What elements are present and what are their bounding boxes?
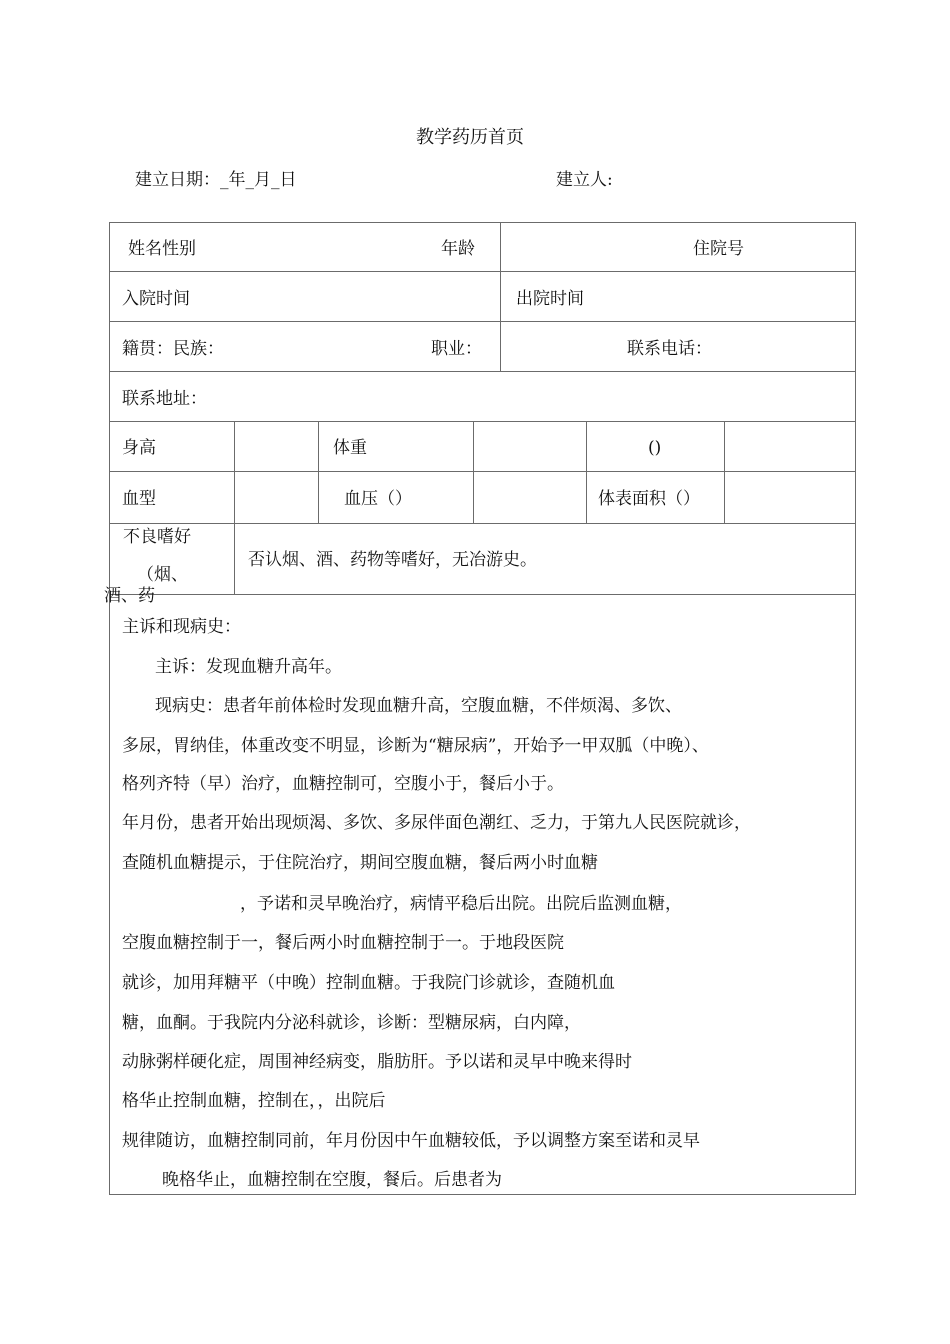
history-line: 多尿，胃纳佳，体重改变不明显，诊断为“糖尿病”，开始予一甲双胍（中晚）、 [122, 736, 709, 756]
blood-pressure-label: 血压（） [344, 489, 412, 509]
age-label: 年龄 [441, 239, 475, 259]
origin-ethnicity-label: 籍贯：民族： [122, 339, 224, 359]
height-label: 身高 [122, 438, 156, 458]
weight-label: 体重 [333, 438, 367, 458]
discharge-time-label: 出院时间 [516, 289, 584, 309]
habits-label-cell [104, 524, 234, 606]
history-line: 主诉：发现血糖升高年。 [155, 657, 342, 677]
name-gender-label: 姓名性别 [128, 239, 196, 259]
habits-value: 否认烟、酒、药物等嗜好，无冶游史。 [248, 550, 537, 570]
history-line: 空腹血糖控制于一，餐后两小时血糖控制于一。于地段医院 [122, 933, 564, 953]
blood-type-label: 血型 [122, 489, 156, 509]
creation-date-label: 建立日期：_年_月_日 [135, 170, 297, 190]
page-title: 教学药历首页 [416, 127, 524, 148]
admission-time-label: 入院时间 [122, 289, 190, 309]
history-line: 规律随访，血糖控制同前，年月份因中午血糖较低，予以调整方案至诺和灵早 [122, 1131, 700, 1151]
unit-paren-label: () [648, 438, 662, 458]
history-line: 年月份，患者开始出现烦渴、多饮、多尿伴面色潮红、乏力，于第九人民医院就诊， [122, 813, 751, 833]
habits-label-line-3: 酒、药 [104, 586, 155, 606]
history-line: ，予诺和灵早晚治疗，病情平稳后出院。出院后监测血糖， [240, 894, 682, 914]
history-line: 就诊，加用拜糖平（中晚）控制血糖。于我院门诊就诊，查随机血 [122, 973, 615, 993]
history-line: 查随机血糖提示，于住院治疗，期间空腹血糖，餐后两小时血糖 [122, 853, 598, 873]
phone-label: 联系电话： [627, 339, 712, 359]
history-line: 糖，血酮。于我院内分泌科就诊，诊断：型糖尿病，白内障， [122, 1013, 581, 1033]
history-line: 晚格华止，血糖控制在空腹，餐后。后患者为 [162, 1170, 502, 1190]
body-surface-area-label: 体表面积（） [598, 489, 700, 509]
history-line: 现病史：患者年前体检时发现血糖升高，空腹血糖，不伴烦渴、多饮、 [155, 696, 682, 716]
history-heading: 主诉和现病史： [122, 617, 241, 637]
creator-label: 建立人: [556, 170, 613, 190]
address-label: 联系地址： [122, 389, 207, 409]
history-line: 格华止控制血糖，控制在，，出院后 [122, 1091, 386, 1111]
habits-label-line-2: （烟、 [137, 565, 188, 585]
admission-number-label: 住院号 [693, 239, 744, 259]
occupation-label: 职业： [431, 339, 482, 359]
history-line: 格列齐特（早）治疗，血糖控制可，空腹小于，餐后小于。 [122, 774, 564, 794]
habits-label-line-1: 不良嗜好 [123, 527, 191, 547]
history-line: 动脉粥样硬化症，周围神经病变，脂肪肝。予以诺和灵早中晚来得时 [122, 1052, 632, 1072]
